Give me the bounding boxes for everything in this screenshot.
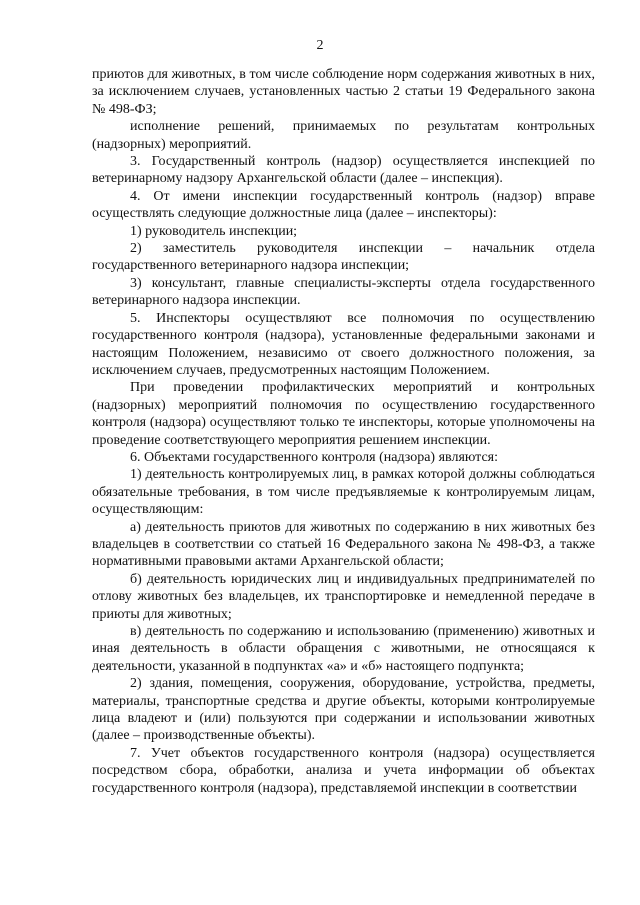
paragraph-4: 4. От имени инспекции государственный контроль (надзор) вправе осуществлять следующие должностные лица (далее – инспекторы): xyxy=(92,188,595,222)
document-body xyxy=(92,66,595,797)
paragraph-7: 7. Учет объектов государственного контроля (надзора) осуществляется посредством сбора, обработки, анализа и учета информации об объектах государственного контроля (надзора), представляемой инспекции в соответствии xyxy=(92,745,595,796)
paragraph-continuation: приютов для животных, в том числе соблюдение норм содержания животных в них, за исключением случаев, установленных частью 2 статьи 19 Федерального закона № 498-ФЗ; xyxy=(92,67,595,117)
paragraph-5-inspectors-authority: При проведении профилактических мероприятий и контрольных (надзорных) мероприятий полномочия по осуществлению государственного контроля (надзора) осуществляют только те инспекторы, которые уполномочены на проведение соответствующего мероприятия решением инспекции. xyxy=(92,380,595,448)
paragraph-6: 6. Объектами государственного контроля (надзора) являются: xyxy=(130,449,498,465)
paragraph-3: 3. Государственный контроль (надзор) осуществляется инспекцией по ветеринарному надзору Архангельской области (далее – инспекция). xyxy=(92,154,595,187)
paragraph-6-item-2: 2) здания, помещения, сооружения, оборудование, устройства, предметы, материалы, транспортные средства и другие объекты, которыми контролируемые лица владеют и (или) пользуются при содержании и использовании животных (далее – производственные объекты). xyxy=(92,676,595,744)
paragraph-6-item-1-b: б) деятельность юридических лиц и индивидуальных предпринимателей по отлову животных без владельцев, их транспортировке и немедленной передаче в приюты для животных; xyxy=(92,571,595,622)
paragraph-5: 5. Инспекторы осуществляют все полномочия по осуществлению государственного контроля (надзора), установленные федеральными законами и настоящим Положением, независимо от своего должностного положения, за исключением случаев, предусмотренных настоящим Положением. xyxy=(92,310,595,378)
paragraph-4-item-1: 1) руководитель инспекции; xyxy=(130,223,298,239)
paragraph-4-item-3: 3) консультант, главные специалисты-эксперты отдела государственного ветеринарного надзора инспекции. xyxy=(92,275,595,309)
paragraph-6-item-1: 1) деятельность контролируемых лиц, в рамках которой должны соблюдаться обязательные требования, в том числе предъявляемые к контролируемым лицам, осуществляющим: xyxy=(92,467,595,518)
paragraph-6-item-1-a: а) деятельность приютов для животных по содержанию в них животных без владельцев в соответствии со статьей 16 Федерального закона № 498-ФЗ, а также нормативными правовыми актами Архангельской области; xyxy=(92,519,595,570)
paragraph-6-item-1-v: в) деятельность по содержанию и использованию (применению) животных и иная деятельность в области обращения с животными, не относящаяся к деятельности, указанной в подпунктах «а» и «б» настоящего подпункта; xyxy=(92,624,595,674)
paragraph-decision-execution: исполнение решений, принимаемых по результатам контрольных (надзорных) мероприятий. xyxy=(92,119,595,152)
page-number: 2 xyxy=(316,38,324,53)
paragraph-4-item-2: 2) заместитель руководителя инспекции – начальник отдела государственного ветеринарного надзора инспекции; xyxy=(92,241,595,274)
